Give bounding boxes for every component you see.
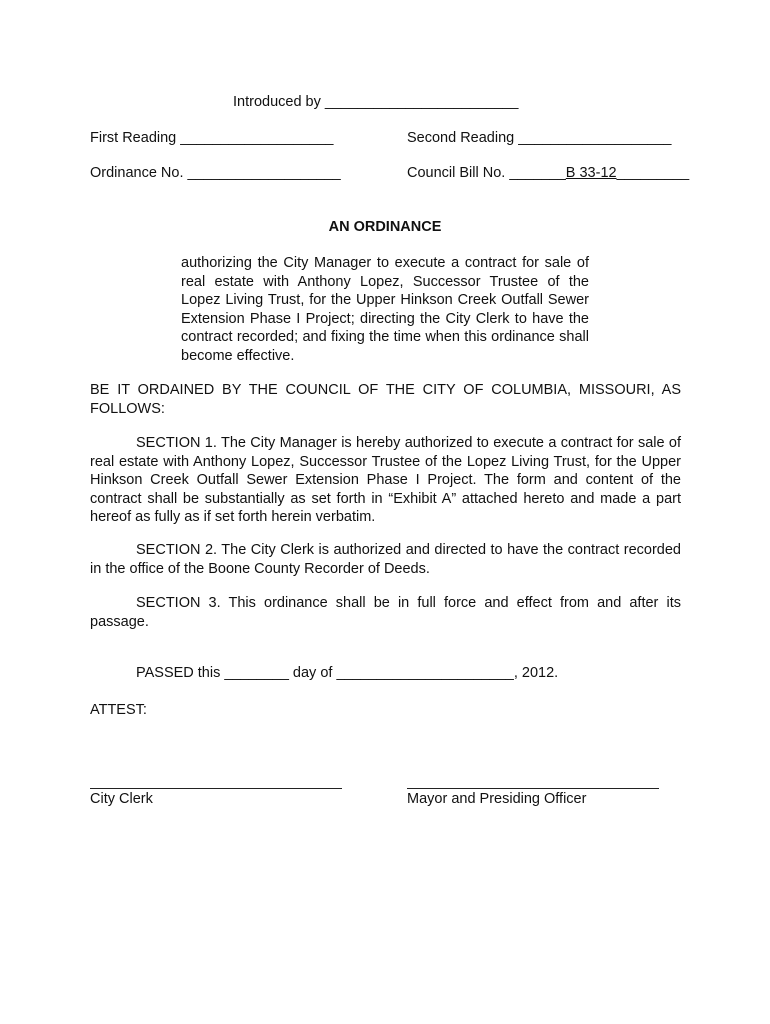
section-1 [90,434,681,527]
council-bill-line [407,165,689,181]
section-3 [90,594,681,631]
enacting-clause: BE IT ORDAINED BY THE COUNCIL OF THE CITY OF COLUMBIA, MISSOURI, AS FOLLOWS: [90,382,681,417]
ordinance-recital: authorizing the City Manager to execute a contract for sale of real estate with Anthony Lopez, Successor Trustee of the Lopez Living Trust, for the Upper Hinkson Creek Outfall Sewer Extension Phase I Project; directing the City Clerk to have the contract recorded; and fixing the time when this ordinance shall become effective. [181,255,589,364]
city-clerk-signature-line [90,788,342,789]
city-clerk-label: City Clerk [90,791,153,807]
section-1-text: SECTION 1. The City Manager is hereby authorized to execute a contract for sale of real estate with Anthony Lopez, Successor Trustee of the Lopez Living Trust, for the Upper Hinkson Creek Outfall Sewer Extension Phase I Project. The form and content of the contract shall be substantially as set forth in “Exhibit A” attached hereto and made a part hereof as fully as if set forth herein verbatim. [90,435,681,526]
first-reading-line: First Reading ___________________ [90,130,334,146]
introduced-by-line: Introduced by ________________________ [233,94,519,110]
mayor-label: Mayor and Presiding Officer [407,791,587,807]
council-bill-prefix: Council Bill No. _______ [407,165,566,181]
second-reading-line: Second Reading ___________________ [407,130,672,146]
mayor-signature-line [407,788,659,789]
attest-label: ATTEST: [90,702,147,718]
section-2-text: SECTION 2. The City Clerk is authorized and directed to have the contract recorded in the office of the Boone County Recorder of Deeds. [90,542,681,577]
ordinance-number-line: Ordinance No. ___________________ [90,165,341,181]
document-title: AN ORDINANCE [328,219,442,235]
council-bill-suffix: _________ [616,165,690,181]
section-3-text: SECTION 3. This ordinance shall be in full force and effect from and after its passage. [90,595,681,630]
section-2 [90,541,681,578]
passed-line: PASSED this ________ day of ______________________, 2012. [136,665,559,681]
council-bill-number: B 33-12 [565,165,617,181]
